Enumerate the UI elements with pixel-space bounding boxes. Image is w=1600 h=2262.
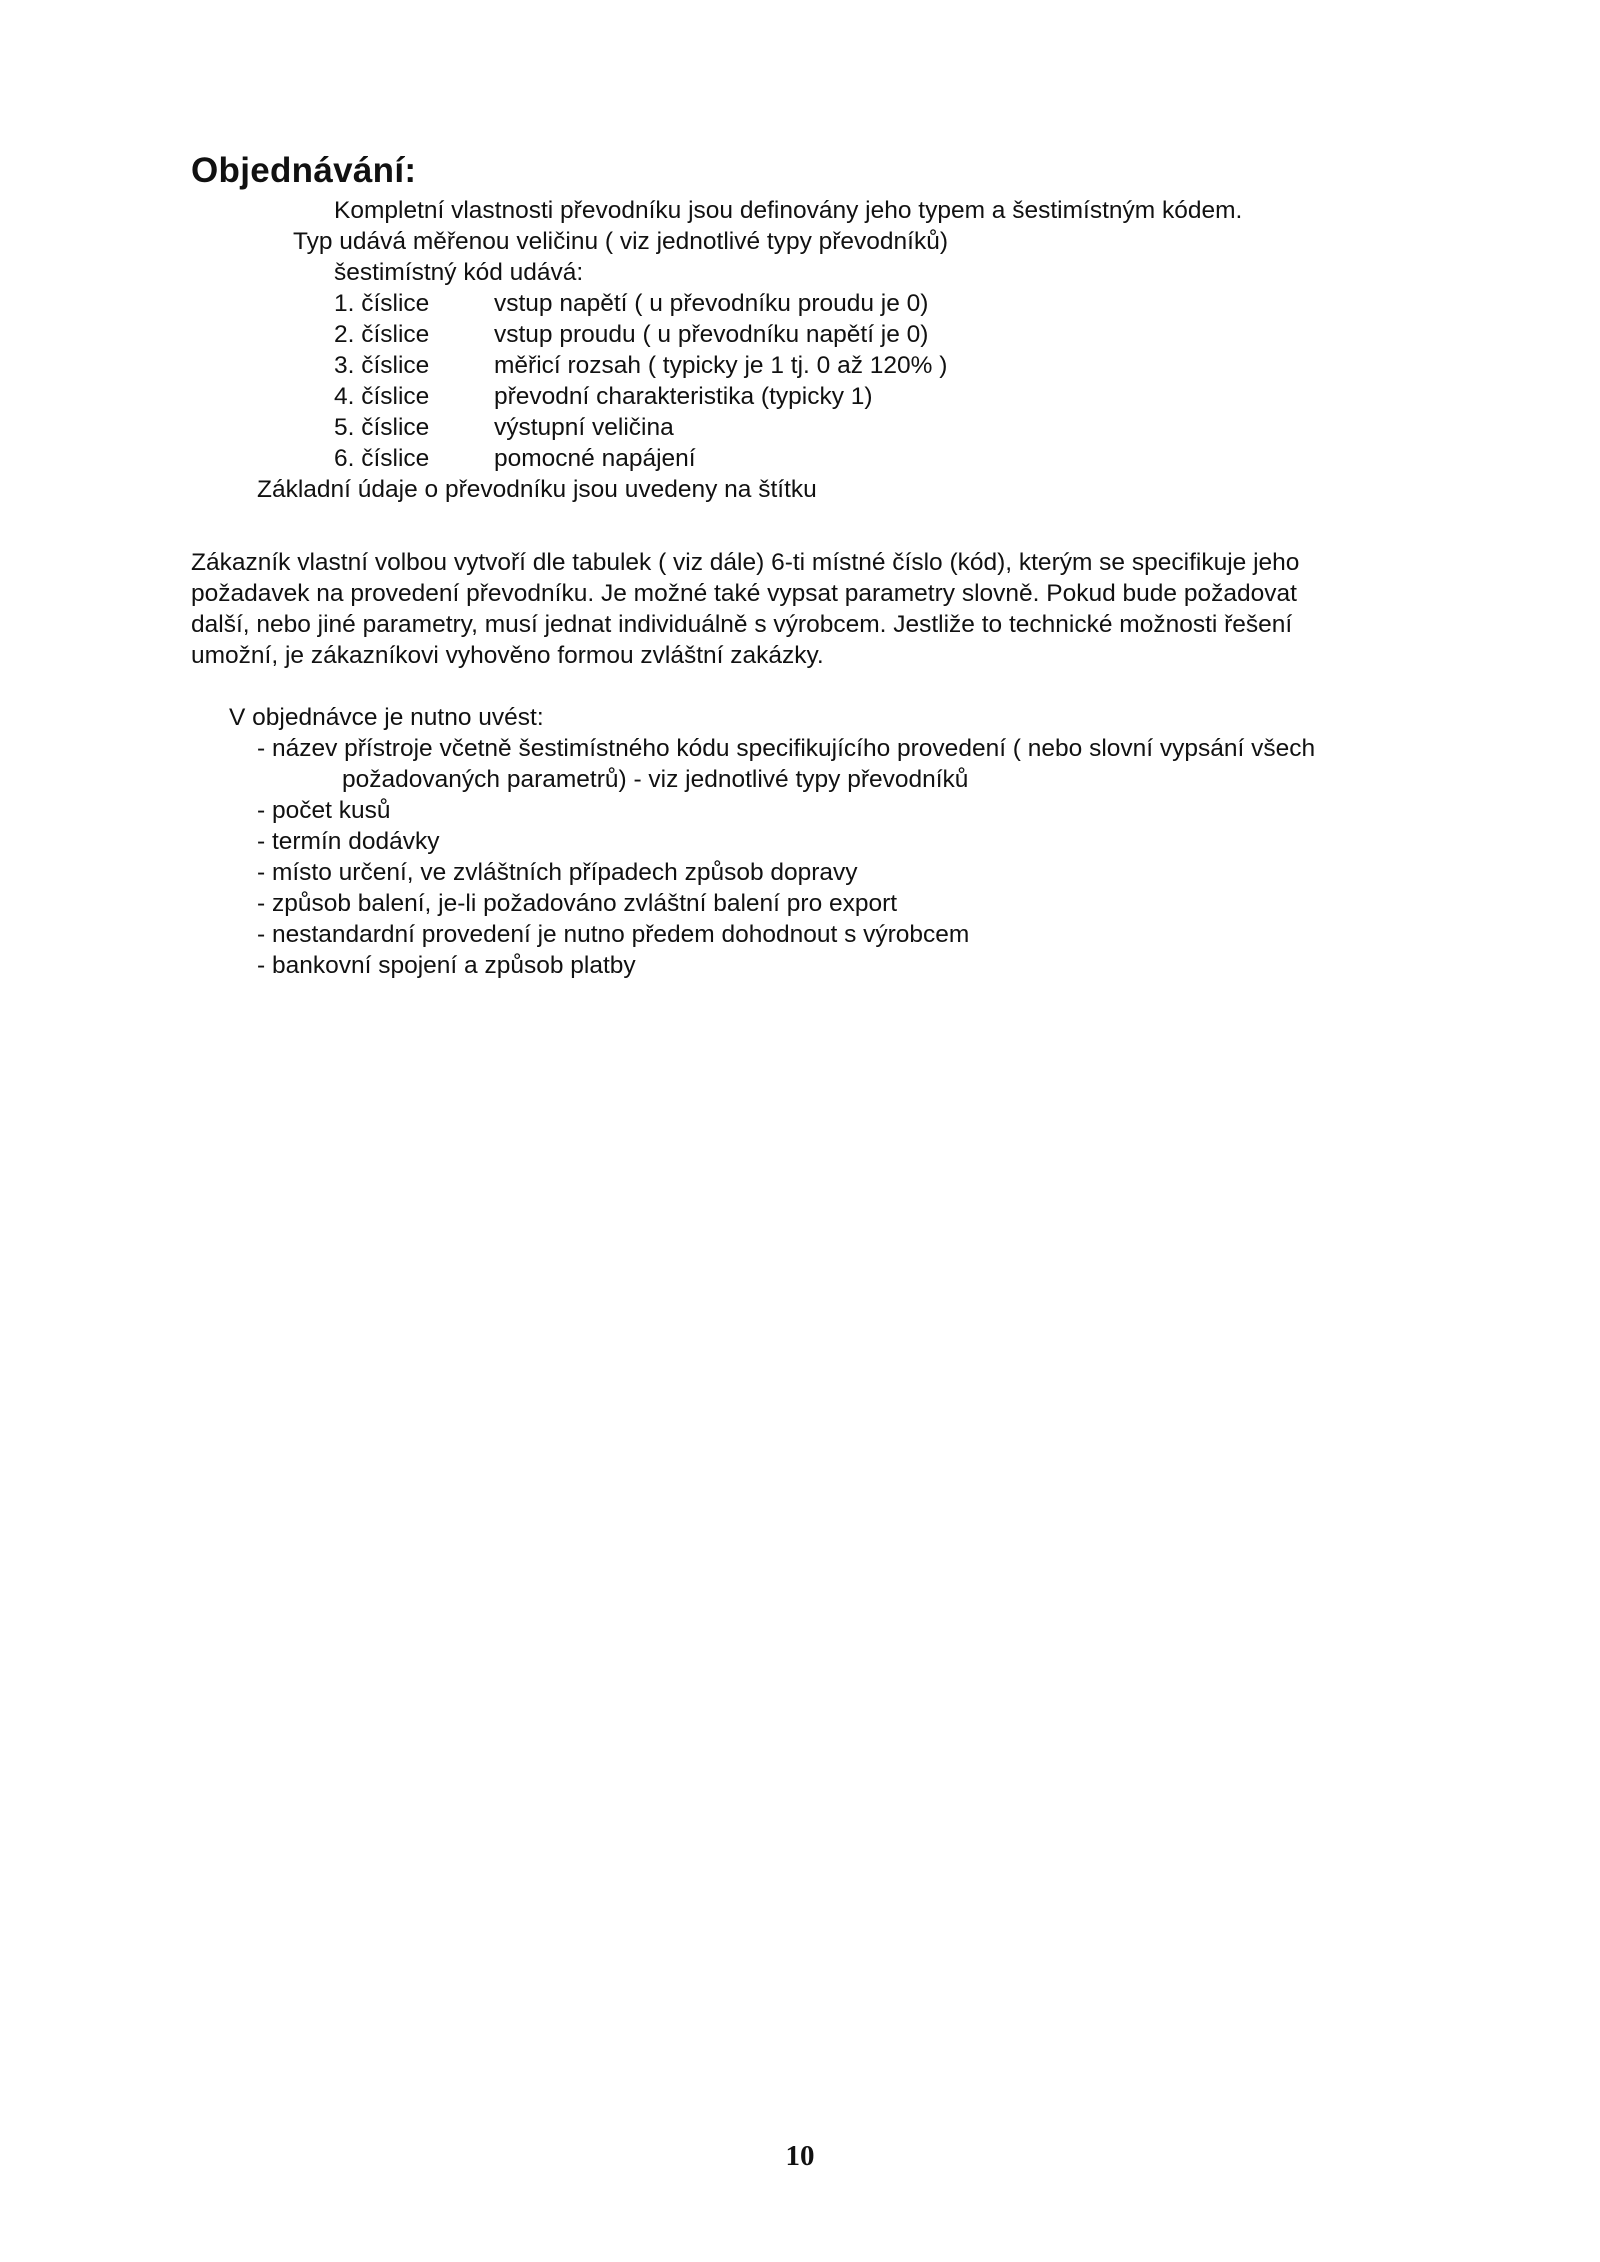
customer-paragraph: [191, 547, 1431, 671]
digit-description: pomocné napájení: [494, 445, 696, 472]
digit-label: 2. číslice: [334, 321, 430, 348]
order-intro: V objednávce je nutno uvést:: [229, 704, 544, 731]
paragraph-line: požadavek na provedení převodníku. Je možné také vypsat parametry slovně. Pokud bude požadovat: [191, 580, 1297, 607]
paragraph-line: Zákazník vlastní volbou vytvoří dle tabulek ( viz dále) 6-ti místné číslo (kód), kterým se specifikuje jeho: [191, 549, 1300, 576]
digit-description: převodní charakteristika (typicky 1): [494, 383, 873, 410]
digit-label: 5. číslice: [334, 414, 430, 441]
intro-line: Kompletní vlastnosti převodníku jsou definovány jeho typem a šestimístným kódem.: [334, 197, 1243, 224]
digit-description: vstup napětí ( u převodníku proudu je 0): [494, 290, 929, 317]
order-item-continuation: požadovaných parametrů) - viz jednotlivé typy převodníků: [342, 766, 969, 793]
digit-description: výstupní veličina: [494, 414, 674, 441]
digit-description: vstup proudu ( u převodníku napětí je 0): [494, 321, 929, 348]
intro-line: šestimístný kód udává:: [334, 259, 584, 286]
paragraph-line: umožní, je zákazníkovi vyhověno formou zvláštní zakázky.: [191, 642, 824, 669]
order-item: - počet kusů: [257, 797, 391, 824]
digit-description: měřicí rozsah ( typicky je 1 tj. 0 až 120% ): [494, 352, 948, 379]
digit-label: 1. číslice: [334, 290, 430, 317]
order-item: - místo určení, ve zvláštních případech způsob dopravy: [257, 859, 858, 886]
section-heading: Objednávání:: [191, 151, 417, 190]
intro-line: Typ udává měřenou veličinu ( viz jednotlivé typy převodníků): [293, 228, 949, 255]
order-item: - název přístroje včetně šestimístného kódu specifikujícího provedení ( nebo slovní vypsání všech: [257, 735, 1316, 762]
digit-label: 6. číslice: [334, 445, 430, 472]
order-item: - způsob balení, je-li požadováno zvláštní balení pro export: [257, 890, 898, 917]
page-number: 10: [785, 2140, 815, 2172]
order-item: - termín dodávky: [257, 828, 440, 855]
order-item: - nestandardní provedení je nutno předem dohodnout s výrobcem: [257, 921, 970, 948]
digit-label: 3. číslice: [334, 352, 430, 379]
label-note: Základní údaje o převodníku jsou uvedeny na štítku: [257, 476, 817, 503]
digit-label: 4. číslice: [334, 383, 430, 410]
paragraph-line: další, nebo jiné parametry, musí jednat individuálně s výrobcem. Jestliže to technické možnosti řešení: [191, 611, 1293, 638]
order-item: - bankovní spojení a způsob platby: [257, 952, 636, 979]
